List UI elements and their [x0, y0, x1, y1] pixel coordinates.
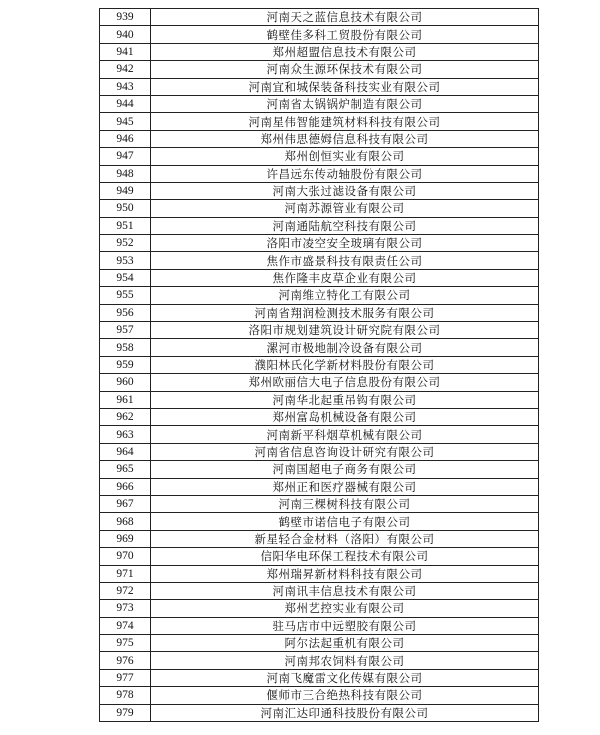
company-name-cell: 郑州艺控实业有限公司 [151, 600, 539, 617]
row-number-cell: 975 [100, 635, 151, 652]
row-number-cell: 971 [100, 565, 151, 582]
table-row [100, 565, 539, 582]
table-row [100, 78, 539, 95]
row-number-cell: 939 [100, 9, 151, 26]
company-name-cell: 漯河市极地制冷设备有限公司 [151, 339, 539, 356]
row-number-cell: 950 [100, 200, 151, 217]
company-name-cell: 许昌远东传动轴股份有限公司 [151, 165, 539, 182]
company-name-cell: 郑州欧丽信大电子信息股份有限公司 [151, 374, 539, 391]
row-number-cell: 955 [100, 287, 151, 304]
row-number-cell: 963 [100, 426, 151, 443]
row-number-cell: 958 [100, 339, 151, 356]
row-number-cell: 974 [100, 617, 151, 634]
table-row [100, 443, 539, 460]
company-name-cell: 河南维立特化工有限公司 [151, 287, 539, 304]
row-number-cell: 943 [100, 78, 151, 95]
row-number-cell: 940 [100, 26, 151, 43]
table-row [100, 165, 539, 182]
row-number-cell: 968 [100, 513, 151, 530]
company-name-cell: 郑州正和医疗器械有限公司 [151, 478, 539, 495]
row-number-cell: 959 [100, 356, 151, 373]
row-number-cell: 972 [100, 582, 151, 599]
table-row [100, 304, 539, 321]
table-row [100, 513, 539, 530]
table-row [100, 600, 539, 617]
table-row [100, 252, 539, 269]
table-row [100, 582, 539, 599]
table-row [100, 130, 539, 147]
company-name-cell: 河南宜和城保装备科技实业有限公司 [151, 78, 539, 95]
company-name-cell: 信阳华电环保工程技术有限公司 [151, 548, 539, 565]
company-name-cell: 河南华北起重吊钩有限公司 [151, 391, 539, 408]
row-number-cell: 949 [100, 182, 151, 199]
row-number-cell: 960 [100, 374, 151, 391]
row-number-cell: 942 [100, 61, 151, 78]
row-number-cell: 977 [100, 669, 151, 686]
table-row [100, 426, 539, 443]
company-name-cell: 河南省信息咨询设计研究有限公司 [151, 443, 539, 460]
table-row [100, 356, 539, 373]
company-name-cell: 郑州创恒实业有限公司 [151, 148, 539, 165]
table-row [100, 408, 539, 425]
row-number-cell: 951 [100, 217, 151, 234]
table-row [100, 461, 539, 478]
row-number-cell: 965 [100, 461, 151, 478]
row-number-cell: 946 [100, 130, 151, 147]
company-name-cell: 郑州瑞昇新材料科技有限公司 [151, 565, 539, 582]
row-number-cell: 964 [100, 443, 151, 460]
table-row [100, 617, 539, 634]
company-name-cell: 偃师市三合绝热科技有限公司 [151, 687, 539, 704]
table-body [100, 9, 539, 722]
table-row [100, 287, 539, 304]
company-name-cell: 河南天之蓝信息技术有限公司 [151, 9, 539, 26]
row-number-cell: 966 [100, 478, 151, 495]
row-number-cell: 957 [100, 322, 151, 339]
company-name-cell: 河南星伟智能建筑材料科技有限公司 [151, 113, 539, 130]
company-name-cell: 郑州超盟信息技术有限公司 [151, 43, 539, 60]
table-row [100, 95, 539, 112]
row-number-cell: 954 [100, 269, 151, 286]
table-row [100, 182, 539, 199]
row-number-cell: 979 [100, 704, 151, 721]
table-row [100, 478, 539, 495]
company-name-cell: 濮阳林氏化学新材料股份有限公司 [151, 356, 539, 373]
table-row [100, 495, 539, 512]
table-row [100, 339, 539, 356]
table-row [100, 548, 539, 565]
row-number-cell: 962 [100, 408, 151, 425]
company-name-cell: 河南三棵树科技有限公司 [151, 495, 539, 512]
row-number-cell: 941 [100, 43, 151, 60]
company-name-cell: 河南新平科烟草机械有限公司 [151, 426, 539, 443]
table-row [100, 113, 539, 130]
company-name-cell: 河南讯丰信息技术有限公司 [151, 582, 539, 599]
table-row [100, 200, 539, 217]
company-name-cell: 阿尔法起重机有限公司 [151, 635, 539, 652]
company-name-cell: 河南邦农饲料有限公司 [151, 652, 539, 669]
table-row [100, 635, 539, 652]
company-name-cell: 洛阳市规划建筑设计研究院有限公司 [151, 322, 539, 339]
row-number-cell: 967 [100, 495, 151, 512]
table-row [100, 374, 539, 391]
row-number-cell: 961 [100, 391, 151, 408]
row-number-cell: 953 [100, 252, 151, 269]
row-number-cell: 952 [100, 235, 151, 252]
table-row [100, 61, 539, 78]
company-name-cell: 河南大张过滤设备有限公司 [151, 182, 539, 199]
row-number-cell: 969 [100, 530, 151, 547]
row-number-cell: 956 [100, 304, 151, 321]
company-name-cell: 郑州富岛机械设备有限公司 [151, 408, 539, 425]
table-row [100, 269, 539, 286]
row-number-cell: 947 [100, 148, 151, 165]
table-row [100, 391, 539, 408]
table-row [100, 43, 539, 60]
company-name-cell: 洛阳市凌空安全玻璃有限公司 [151, 235, 539, 252]
table-row [100, 9, 539, 26]
table-row [100, 148, 539, 165]
table-row [100, 26, 539, 43]
company-name-cell: 河南省太锅锅炉制造有限公司 [151, 95, 539, 112]
company-name-cell: 河南国超电子商务有限公司 [151, 461, 539, 478]
company-name-cell: 新星轻合金材料（洛阳）有限公司 [151, 530, 539, 547]
company-name-cell: 驻马店市中远塑胶有限公司 [151, 617, 539, 634]
row-number-cell: 945 [100, 113, 151, 130]
company-name-cell: 河南省翔润检测技术服务有限公司 [151, 304, 539, 321]
table-row [100, 235, 539, 252]
company-name-cell: 焦作隆丰皮草企业有限公司 [151, 269, 539, 286]
table-row [100, 704, 539, 721]
table-row [100, 669, 539, 686]
row-number-cell: 948 [100, 165, 151, 182]
company-name-cell: 河南汇达印通科技股份有限公司 [151, 704, 539, 721]
company-name-cell: 河南苏源管业有限公司 [151, 200, 539, 217]
row-number-cell: 944 [100, 95, 151, 112]
row-number-cell: 978 [100, 687, 151, 704]
table-row [100, 217, 539, 234]
table-row [100, 322, 539, 339]
company-name-cell: 焦作市盛景科技有限责任公司 [151, 252, 539, 269]
table-row [100, 687, 539, 704]
table-row [100, 530, 539, 547]
company-name-cell: 河南飞魔雷文化传媒有限公司 [151, 669, 539, 686]
row-number-cell: 976 [100, 652, 151, 669]
company-list-table [99, 8, 539, 722]
company-name-cell: 河南通陆航空科技有限公司 [151, 217, 539, 234]
company-name-cell: 鹤壁市诺信电子有限公司 [151, 513, 539, 530]
table-row [100, 652, 539, 669]
company-name-cell: 郑州伟思德姆信息科技有限公司 [151, 130, 539, 147]
row-number-cell: 973 [100, 600, 151, 617]
company-name-cell: 河南众生源环保技术有限公司 [151, 61, 539, 78]
company-name-cell: 鹤壁佳多科工贸股份有限公司 [151, 26, 539, 43]
row-number-cell: 970 [100, 548, 151, 565]
